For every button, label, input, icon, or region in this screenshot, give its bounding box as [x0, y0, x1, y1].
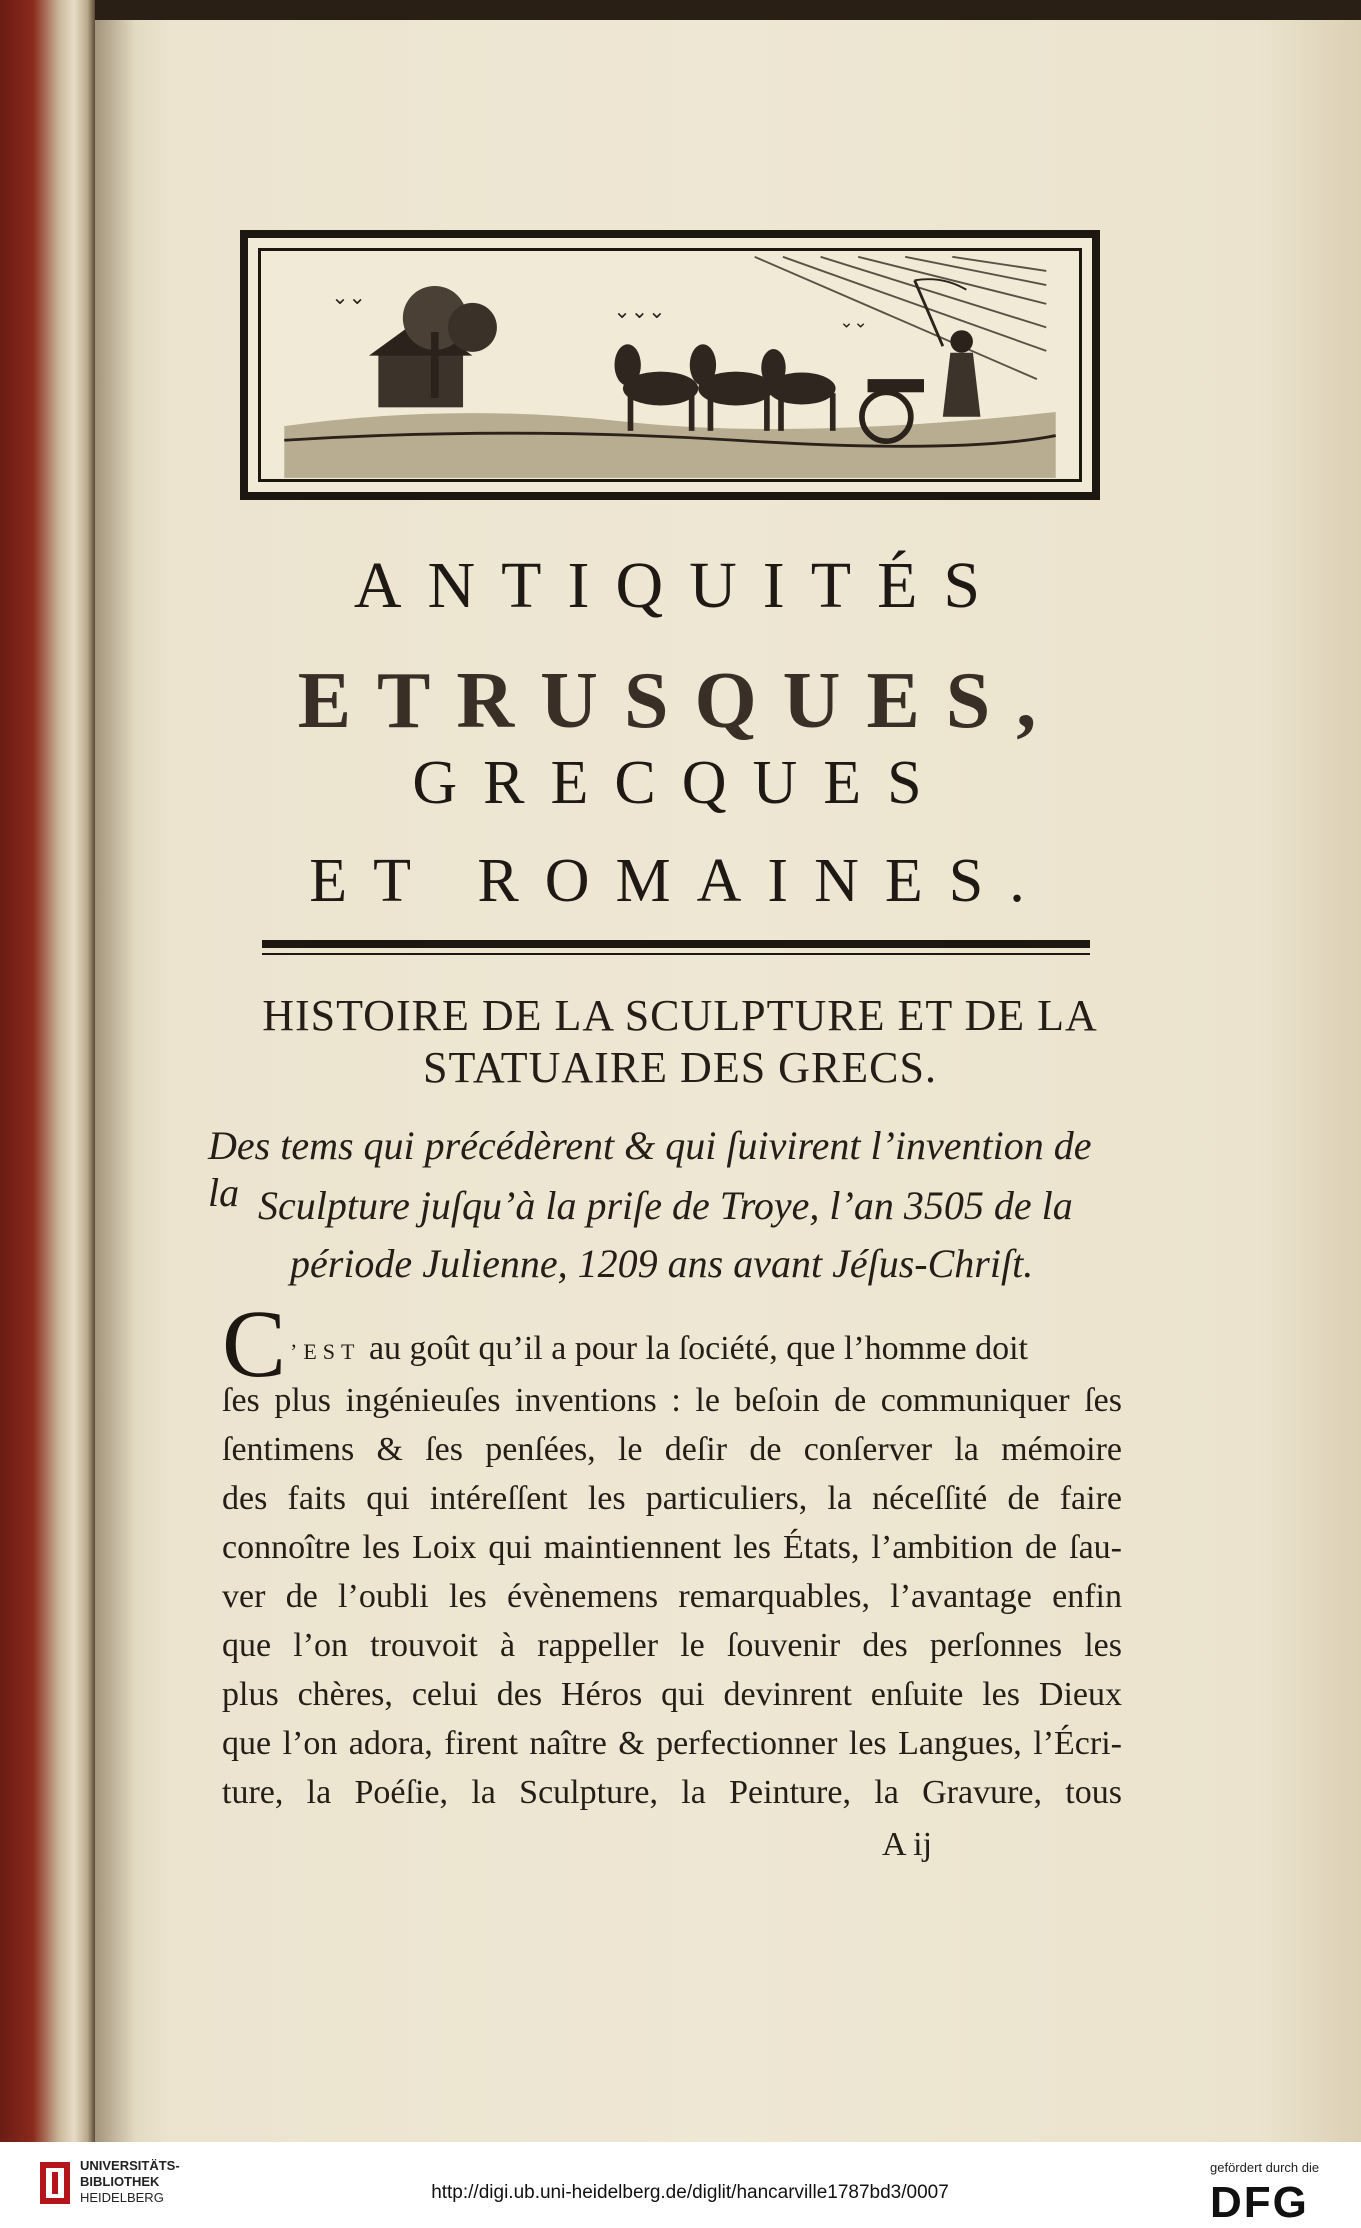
institution-line2: BIBLIOTHEK: [80, 2174, 160, 2189]
title-line-antiquites: ANTIQUITÉS: [353, 549, 1007, 622]
title-line-etrusques: ETRUSQUES,: [297, 657, 1063, 745]
permalink-url[interactable]: http://digi.ub.uni-heidelberg.de/diglit/hancarville1787bd3/0007: [431, 2182, 949, 2203]
university-seal-icon: [38, 2160, 72, 2206]
double-rule-thick: [262, 940, 1090, 948]
body-line: que l’on trouvoit à rappeller le ſouvenir des perſonnes les: [222, 1627, 1122, 1664]
spine-shadow: [95, 20, 135, 2142]
svg-text:⌄⌄: ⌄⌄: [331, 286, 367, 309]
institution-line3: HEIDELBERG: [80, 2190, 164, 2205]
subtitle-line3: période Julienne, 1209 ans avant Jéſus-Chriſt.: [290, 1241, 1034, 1286]
body-line: ture, la Poéſie, la Sculpture, la Peinture, la Gravure, tous: [222, 1774, 1122, 1811]
svg-text:⌄⌄: ⌄⌄: [839, 312, 868, 332]
subtitle-line2: Sculpture juſqu’à la priſe de Troye, l’an 3505 de la: [258, 1183, 1073, 1228]
woodcut-vignette: [240, 230, 1100, 500]
first-line-text: au goût qu’il a pour la ſociété, que l’homme doit: [368, 1330, 1029, 1367]
double-rule-thin: [262, 953, 1090, 955]
university-library-name: [80, 2158, 180, 2206]
title-line-romaines: ET ROMAINES.: [309, 847, 1051, 915]
title-line-grecques: GRECQUES: [412, 749, 948, 817]
body-line: connoître les Loix qui maintiennent les États, l’ambition de ſau-: [222, 1529, 1122, 1566]
body-line: plus chères, celui des Héros qui devinrent enſuite les Dieux: [222, 1676, 1122, 1713]
dfg-logo: DFG: [1210, 2178, 1309, 2227]
book-cover-edge: [0, 0, 95, 2142]
small-caps-word: ’EST: [290, 1339, 361, 1364]
subtitle-line1: Des tems qui précédèrent & qui ſuivirent l’invention de la: [208, 1123, 1092, 1215]
svg-text:⌄⌄⌄: ⌄⌄⌄: [613, 300, 666, 323]
woodcut-ploughing-scene-icon: [248, 238, 1092, 492]
body-line: ver de l’oubli les évènemens remarquables, l’avantage enfin: [222, 1578, 1122, 1615]
body-line: ſentimens & ſes penſées, le deſir de conſerver la mémoire: [222, 1431, 1122, 1468]
body-line: ſes plus ingénieuſes inventions : le beſoin de communiquer ſes: [222, 1382, 1122, 1419]
institution-line1: UNIVERSITÄTS-: [80, 2158, 180, 2173]
body-line: que l’on adora, firent naître & perfectionner les Langues, l’Écri-: [222, 1725, 1122, 1762]
body-line: des faits qui intéreſſent les particuliers, la néceſſité de faire: [222, 1480, 1122, 1517]
body-first-line: [290, 1330, 1028, 1368]
drop-cap: C: [222, 1290, 287, 1397]
signature-mark: A ij: [882, 1826, 933, 1863]
funding-caption: gefördert durch die: [1210, 2160, 1320, 2175]
section-heading-line1: HISTOIRE DE LA SCULPTURE ET DE LA: [262, 991, 1098, 1040]
section-heading-line2: STATUAIRE DES GRECS.: [423, 1043, 937, 1092]
